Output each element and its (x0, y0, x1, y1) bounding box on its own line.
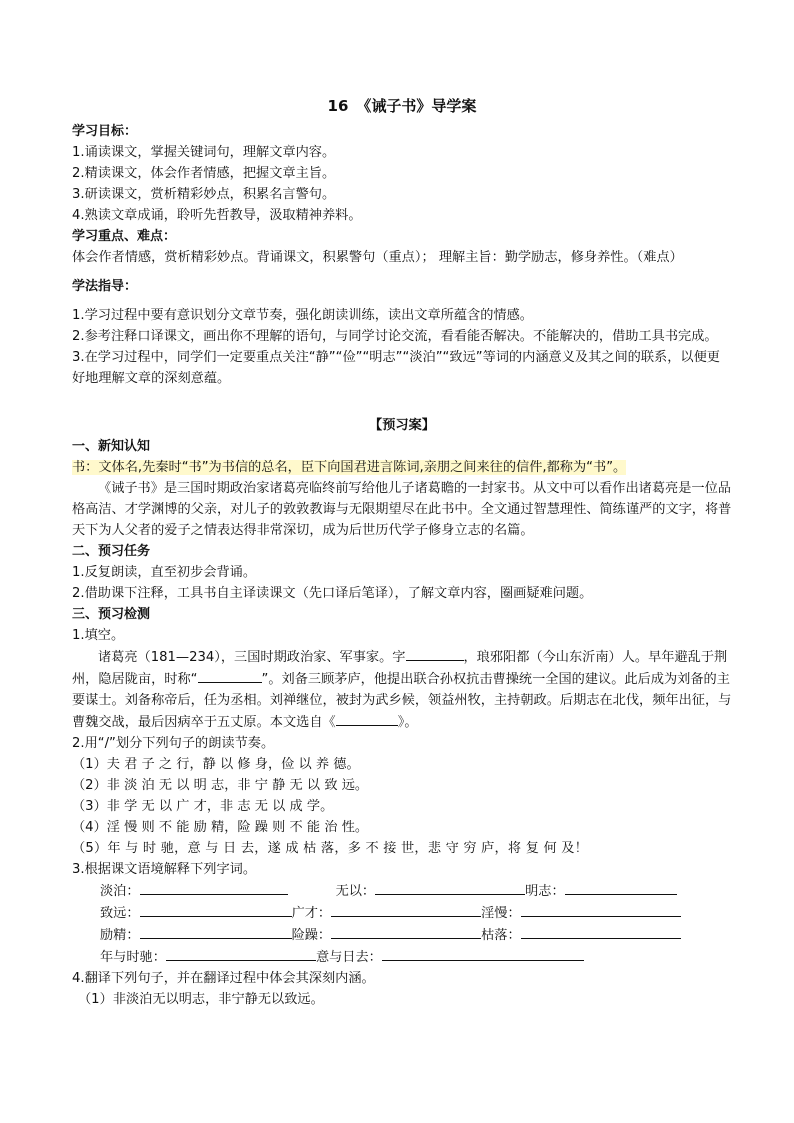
method-heading: 学法指导： (72, 279, 138, 294)
method-item: 3.在学习过程中，同学们一定要重点关注“静”“俭”“明志”“淡泊”“致远”等词的内涵意义及其之间的联系，以便更好地理解文章的深刻意蕴。 (72, 350, 720, 386)
document-page (72, 96, 732, 1010)
blank-word[interactable] (140, 924, 292, 939)
blank-word[interactable] (375, 880, 525, 895)
blank-word[interactable] (140, 880, 288, 895)
blank-word[interactable] (140, 902, 292, 917)
blank-word[interactable] (565, 880, 677, 895)
word-row: 淡泊： 无以： 明志： (72, 880, 732, 902)
preview-heading: 【预习案】 (369, 418, 435, 433)
page-title (72, 96, 732, 117)
goal-item: 1.诵读课文，掌握关键词句，理解文章内容。 (72, 145, 336, 160)
method-item: 2.参考注释口译课文，画出你不理解的语句，与同学讨论交流，看看能否解决。不能解决的，借助工具书完成。 (72, 329, 718, 344)
blank-word[interactable] (521, 924, 681, 939)
question-2: 2.用“/”划分下列句子的朗读节奏。 (72, 736, 275, 751)
question-4: 4.翻译下列句子，并在翻译过程中体会其深刻内涵。 (72, 971, 375, 986)
word-row: 励精： 险躁： 枯落： (72, 924, 732, 946)
goal-item: 2.精读课文，体会作者情感，把握文章主旨。 (72, 166, 336, 181)
method-item: 1.学习过程中要有意识划分文章节奏，强化朗读训练，读出文章所蕴含的情感。 (72, 308, 533, 323)
blank-courtesy-name[interactable] (406, 646, 464, 661)
section-preview-tasks: 二、预习任务 (72, 544, 151, 559)
rhythm-sentence: （1）夫 君 子 之 行，静 以 修 身，俭 以 养 德。 (72, 757, 360, 772)
blank-word[interactable] (382, 946, 584, 961)
rhythm-sentence: （3）非 学 无 以 广 才，非 志 无 以 成 学。 (72, 799, 334, 814)
word-row: 致远： 广才： 淫慢： (72, 902, 732, 924)
lesson-title: 《诫子书》导学案 (356, 97, 477, 115)
rhythm-sentence: （2）非 淡 泊 无 以 明 志，非 宁 静 无 以 致 远。 (72, 778, 369, 793)
task-item: 2.借助课下注释，工具书自主译读课文（先口译后笔译），了解文章内容，圈画疑难问题。 (72, 586, 593, 601)
task-item: 1.反复朗读，直至初步会背诵。 (72, 565, 257, 580)
lesson-number: 16 (327, 97, 349, 115)
blank-word[interactable] (331, 924, 481, 939)
goals-heading: 学习目标： (72, 124, 138, 139)
keypoints-text: 体会作者情感，赏析精彩妙点。背诵课文，积累警句（重点）； 理解主旨：勤学励志，修身养性。（难点） (72, 250, 683, 265)
blank-word[interactable] (166, 946, 316, 961)
rhythm-sentence: （4）淫 慢 则 不 能 励 精，险 躁 则 不 能 治 性。 (72, 820, 369, 835)
book-definition: 书：文体名,先秦时“书”为书信的总名，臣下向国君进言陈词,亲朋之间来往的信件,都称为“书”。 (72, 460, 627, 475)
blank-source-book[interactable] (336, 711, 398, 726)
rhythm-sentence: （5）年 与 时 驰，意 与 日 去，遂 成 枯 落，多 不 接 世，悲 守 穷 庐，将 复 何 及！ (72, 841, 589, 856)
fill-in-paragraph: 诸葛亮（181—234），三国时期政治家、军事家。字 ，琅邪阳都（今山东沂南）人。早年避乱于荆州，隐居陇亩，时称“ ”。刘备三顾茅庐，他提出联合孙权抗击曹操统一全国的建议。此后成为刘备的主要谋士。刘备称帝后，任为丞相。刘禅继位，被封为武乡候，领益州牧，主持朝政。后期志在北伐，频年出征，与曹魏交战，最后因病卒于五丈原。本文选自《 》。 (72, 646, 732, 733)
question-1: 1.填空。 (72, 628, 125, 643)
blank-word[interactable] (331, 902, 481, 917)
keypoints-heading: 学习重点、难点： (72, 229, 177, 244)
goal-item: 3.研读课文，赏析精彩妙点，积累名言警句。 (72, 187, 336, 202)
text-introduction: 《诫子书》是三国时期政治家诸葛亮临终前写给他儿子诸葛瞻的一封家书。从文中可以看作出诸葛亮是一位品格高洁、才学渊博的父亲，对儿子的敦敦教诲与无限期望尽在此书中。全文通过智慧理性、简练谨严的文字，将普天下为人父者的爱子之情表达得非常深切，成为后世历代学子修身立志的名篇。 (72, 481, 732, 538)
translation-item: （1）非淡泊无以明志，非宁静无以致远。 (78, 992, 324, 1007)
word-row: 年与时驰： 意与日去： (72, 946, 732, 968)
section-new-knowledge: 一、新知认知 (72, 439, 151, 454)
goal-item: 4.熟读文章成诵，聆听先哲教导，汲取精神养料。 (72, 208, 362, 223)
question-3: 3.根据课文语境解释下列字词。 (72, 862, 257, 877)
section-preview-check: 三、预习检测 (72, 607, 151, 622)
blank-word[interactable] (521, 902, 681, 917)
blank-nickname[interactable] (198, 668, 262, 683)
